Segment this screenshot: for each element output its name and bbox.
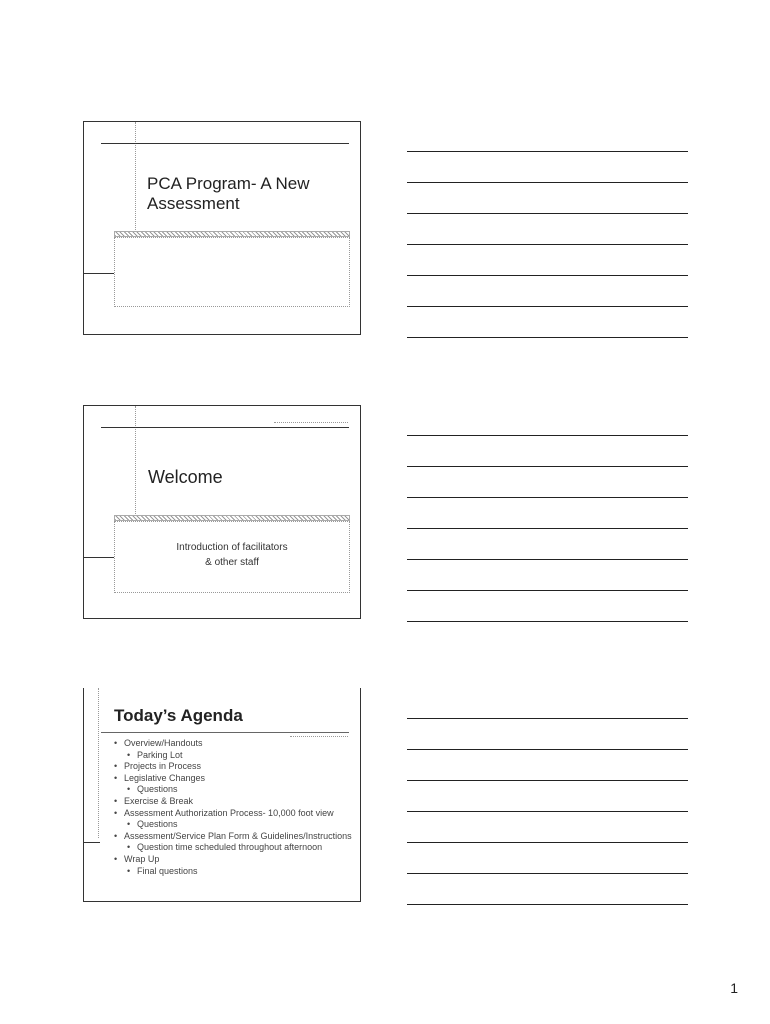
notes-line: [407, 121, 688, 152]
slide-1-title: PCA Program- A New Assessment: [147, 174, 310, 213]
notes-line: [407, 183, 688, 214]
notes-line: [407, 467, 688, 498]
notes-line: [407, 529, 688, 560]
agenda-item: • Assessment Authorization Process- 10,000 foot view: [114, 808, 354, 820]
agenda-item: • Overview/Handouts: [114, 738, 354, 750]
notes-line: [407, 781, 688, 812]
agenda-item: • Legislative Changes: [114, 773, 354, 785]
agenda-item: • Wrap Up: [114, 854, 354, 866]
notes-line: [407, 436, 688, 467]
slide-divider-vertical: [135, 122, 136, 230]
notes-line: [407, 276, 688, 307]
agenda-item: • Projects in Process: [114, 761, 354, 773]
notes-line: [407, 405, 688, 436]
notes-line: [407, 874, 688, 905]
notes-lines-3: [407, 688, 688, 905]
slide-header-dots: [274, 422, 348, 423]
agenda-subitem: • Parking Lot: [114, 750, 354, 762]
slide-accent-tick: [84, 842, 100, 843]
agenda-subitem: • Questions: [114, 784, 354, 796]
slide-header-rule: [101, 427, 349, 428]
notes-line: [407, 812, 688, 843]
notes-lines-1: [407, 121, 688, 338]
slide-header-rule: [101, 732, 349, 733]
agenda-subitem: • Question time scheduled throughout afternoon: [114, 842, 354, 854]
slide-2-subtitle: [114, 540, 350, 570]
agenda-subitem: • Questions: [114, 819, 354, 831]
notes-line: [407, 245, 688, 276]
slide-accent-tick: [84, 557, 114, 558]
notes-line: [407, 843, 688, 874]
notes-line: [407, 688, 688, 719]
agenda-subitem: • Final questions: [114, 866, 354, 878]
slide-2: [83, 405, 361, 619]
notes-lines-2: [407, 405, 688, 622]
notes-line: [407, 152, 688, 183]
slide-2-title: Welcome: [148, 467, 223, 487]
page-number: 1: [730, 980, 738, 996]
notes-line: [407, 591, 688, 622]
agenda-list: [114, 738, 354, 877]
slide-subtitle-box: [114, 237, 350, 307]
notes-line: [407, 498, 688, 529]
subtitle-line-1: Introduction of facilitators: [176, 542, 288, 553]
slide-divider-vertical: [98, 688, 99, 838]
slide-3: [83, 688, 361, 902]
slide-header-rule: [101, 143, 349, 144]
slide-divider-vertical: [135, 406, 136, 514]
notes-line: [407, 719, 688, 750]
slide-3-title: Today’s Agenda: [114, 706, 243, 725]
notes-line: [407, 214, 688, 245]
notes-line: [407, 560, 688, 591]
subtitle-line-2: & other staff: [205, 557, 259, 568]
slide-accent-tick: [84, 273, 114, 274]
notes-line: [407, 307, 688, 338]
slide-header-dots: [290, 736, 348, 737]
notes-line: [407, 750, 688, 781]
agenda-item: • Exercise & Break: [114, 796, 354, 808]
slide-1: [83, 121, 361, 335]
agenda-item: • Assessment/Service Plan Form & Guidelines/Instructions: [114, 831, 354, 843]
